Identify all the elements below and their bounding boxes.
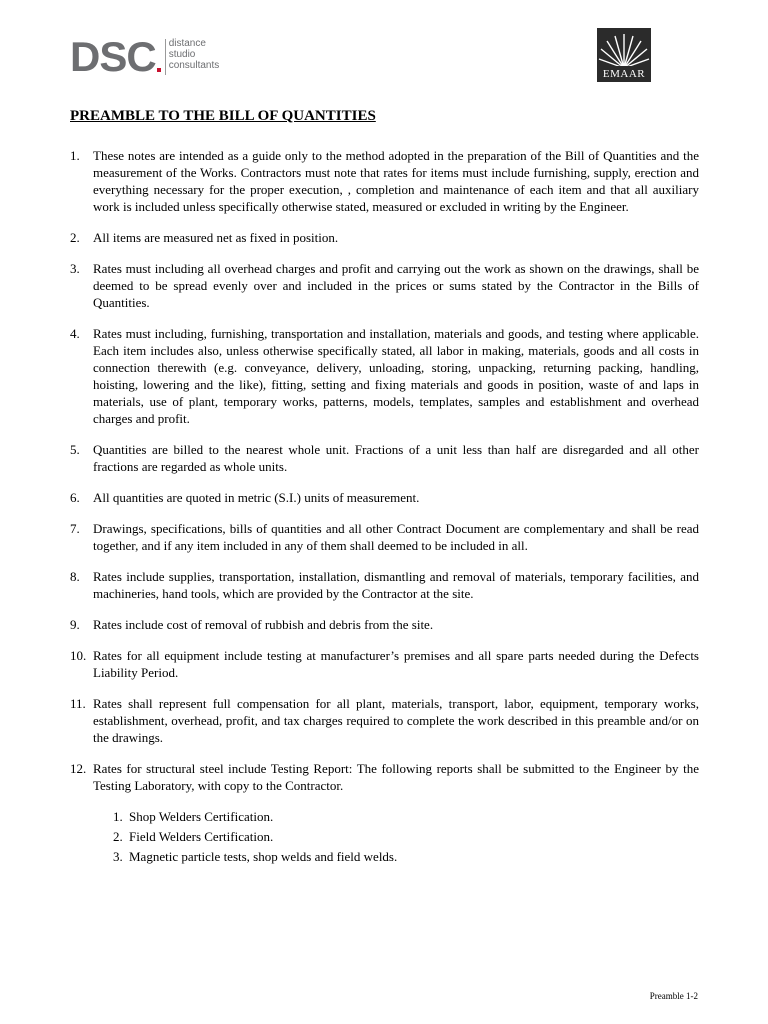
list-item-text: Rates must including all overhead charges and profit and carrying out the work as shown on the drawings, shall be deemed to be spread evenly over and included in the prices or sums stated by the Contractor in the Bills of Quantities. <box>93 261 699 310</box>
list-item-text: Rates include cost of removal of rubbish and debris from the site. <box>93 617 434 632</box>
list-item <box>70 325 699 427</box>
sub-list-item-text: Magnetic particle tests, shop welds and field welds. <box>129 849 398 864</box>
emaar-logo-text: EMAAR <box>602 68 646 80</box>
list-item <box>70 568 699 602</box>
list-item-number: 9. <box>70 617 80 632</box>
sub-list-item-number: 3. <box>113 849 123 864</box>
dsc-logo-word: distance <box>168 38 206 49</box>
list-item <box>70 647 699 681</box>
list-item-number: 7. <box>70 521 80 536</box>
list-item-text: All items are measured net as fixed in position. <box>93 230 339 245</box>
list-item-text: Rates must including, furnishing, transportation and installation, materials and goods, and testing where applicable. Each item includes also, unless otherwise specifically stated, all labor in making, materials, goods and all costs in connection therewith (e.g. conveyance, delivery, unloading, storing, unpacking, returning packing, handling, hoisting, lowering and the like), fitting, setting and fixing materials and goods in position, waste of and laps in materials, use of plant, temporary works, patterns, models, templates, samples and establishment and overhead charges and profit. <box>93 326 699 426</box>
sub-list-item <box>93 808 699 825</box>
list-item-number: 3. <box>70 261 80 276</box>
list-item-text: Rates include supplies, transportation, installation, dismantling and removal of materials, temporary facilities, and machineries, hand tools, which are provided by the Contractor at the site. <box>93 569 699 601</box>
list-item <box>70 489 699 506</box>
sub-list-item <box>93 828 699 845</box>
sub-list <box>93 808 699 865</box>
page-footer: Preamble 1-2 <box>649 991 698 1001</box>
dsc-logo-dot <box>157 68 161 72</box>
sub-list-item-number: 1. <box>113 809 123 824</box>
dsc-logo-words <box>169 38 220 71</box>
sub-list-item-text: Shop Welders Certification. <box>129 809 274 824</box>
list-item-text: Drawings, specifications, bills of quantities and all other Contract Document are complementary and shall be read together, and if any item included in any of them shall deemed to be included in all. <box>93 521 699 553</box>
list-item <box>70 616 699 633</box>
list-item <box>70 229 699 246</box>
list-item <box>70 441 699 475</box>
sub-list-item-text: Field Welders Certification. <box>129 829 274 844</box>
list-item-number: 2. <box>70 230 80 245</box>
list-item <box>70 695 699 746</box>
sub-list-item-number: 2. <box>113 829 123 844</box>
emaar-logo <box>597 28 651 82</box>
list-item <box>70 760 699 865</box>
list-item-number: 12. <box>70 761 87 776</box>
dsc-logo-divider <box>165 39 166 75</box>
list-item-text: All quantities are quoted in metric (S.I.) units of measurement. <box>93 490 420 505</box>
list-item-text: Quantities are billed to the nearest whole unit. Fractions of a unit less than half are disregarded and all other fractions are regarded as whole units. <box>93 442 699 474</box>
list-item-text: Rates for structural steel include Testing Report: The following reports shall be submitted to the Engineer by the Testing Laboratory, with copy to the Contractor. <box>93 761 699 793</box>
list-item <box>70 147 699 215</box>
list-item-number: 4. <box>70 326 80 341</box>
list-item <box>70 260 699 311</box>
preamble-list <box>70 147 699 879</box>
sub-list-item <box>93 848 699 865</box>
dsc-logo-letters: DSC <box>70 33 156 80</box>
list-item-text: These notes are intended as a guide only to the method adopted in the preparation of the Bill of Quantities and the measurement of the Works. Contractors must note that rates for items must include furnishing, supply, erection and everything necessary for the proper execution, , completion and maintenance of each item and that all auxiliary work is included unless specifically otherwise stated, measured or excluded in writing by the Engineer. <box>93 148 699 214</box>
list-item-text: Rates shall represent full compensation for all plant, materials, transport, labor, equipment, temporary works, establishment, overhead, profit, and tax charges required to complete the work described in this preamble and/or on the drawings. <box>93 696 699 745</box>
list-item-number: 8. <box>70 569 80 584</box>
list-item-number: 6. <box>70 490 80 505</box>
page-title: PREAMBLE TO THE BILL OF QUANTITIES <box>70 108 376 124</box>
dsc-logo-word: studio <box>168 49 196 60</box>
list-item-number: 10. <box>70 648 87 663</box>
dsc-logo <box>70 33 220 80</box>
list-item <box>70 520 699 554</box>
list-item-number: 1. <box>70 148 80 163</box>
list-item-text: Rates for all equipment include testing at manufacturer’s premises and all spare parts needed during the Defects Liability Period. <box>93 648 699 680</box>
list-item-number: 11. <box>70 696 86 711</box>
list-item-number: 5. <box>70 442 80 457</box>
dsc-logo-word: consultants <box>168 60 220 71</box>
